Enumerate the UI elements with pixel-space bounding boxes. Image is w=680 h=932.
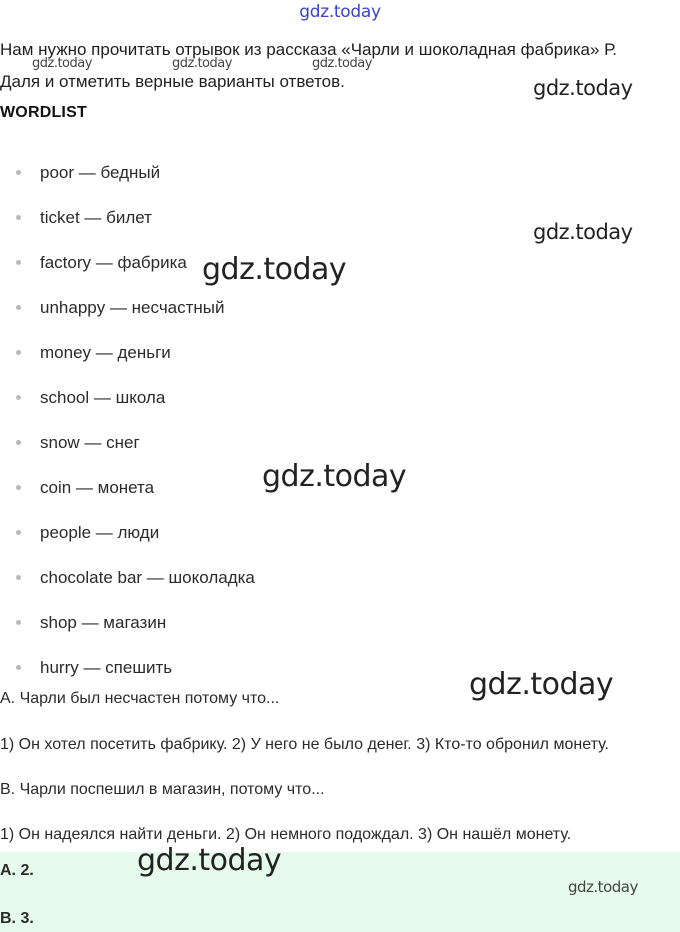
list-item-text: chocolate bar — шоколадка <box>40 567 255 587</box>
list-item-text: ticket — билет <box>40 207 152 227</box>
intro-line-1: Нам нужно прочитать отрывок из рассказа «Чарли и шоколадная фабрика» Р. <box>0 40 618 59</box>
list-item-text: snow — снег <box>40 432 140 452</box>
list-item <box>0 285 255 330</box>
list-item-text: factory — фабрика <box>40 252 187 272</box>
question-b: B. Чарли поспешил в магазин, потому что... <box>0 781 325 798</box>
wordlist-heading: WORDLIST <box>0 104 87 121</box>
watermark: gdz.today <box>172 56 232 71</box>
bullet-icon <box>16 620 21 625</box>
bullet-icon <box>16 665 21 670</box>
list-item-text: money — деньги <box>40 342 171 362</box>
bullet-icon <box>16 575 21 580</box>
list-item <box>0 195 255 240</box>
list-item <box>0 465 255 510</box>
list-item-text: hurry — спешить <box>40 657 173 677</box>
bullet-icon <box>16 530 21 535</box>
watermark: gdz.today <box>32 56 92 71</box>
bullet-icon <box>16 215 21 220</box>
watermark: gdz.today <box>469 667 614 702</box>
list-item-text: people — люди <box>40 522 160 542</box>
options-a: 1) Он хотел посетить фабрику. 2) У него не было денег. 3) Кто-то обронил монету. <box>0 736 609 753</box>
list-item-text: shop — магазин <box>40 612 167 632</box>
list-item <box>0 420 255 465</box>
answer-a: A. 2. <box>0 862 34 879</box>
watermark: gdz.today <box>533 76 633 100</box>
list-item-text: poor — бедный <box>40 162 161 182</box>
list-item-text: unhappy — несчастный <box>40 297 225 317</box>
list-item-text: school — школа <box>40 387 166 407</box>
bullet-icon <box>16 260 21 265</box>
answer-b: B. 3. <box>0 910 34 927</box>
watermark: gdz.today <box>137 843 282 878</box>
site-logo: gdz.today <box>299 2 381 22</box>
list-item <box>0 150 255 195</box>
list-item-text: coin — монета <box>40 477 155 497</box>
list-item <box>0 600 255 645</box>
watermark: gdz.today <box>533 220 633 244</box>
watermark: gdz.today <box>568 878 638 896</box>
watermark: gdz.today <box>262 459 407 494</box>
watermark: gdz.today <box>202 252 347 287</box>
list-item <box>0 645 255 690</box>
question-a: A. Чарли был несчастен потому что... <box>0 690 280 707</box>
bullet-icon <box>16 305 21 310</box>
watermark: gdz.today <box>312 56 372 71</box>
list-item <box>0 555 255 600</box>
list-item <box>0 375 255 420</box>
bullet-icon <box>16 170 21 175</box>
options-b: 1) Он надеялся найти деньги. 2) Он немного подождал. 3) Он нашёл монету. <box>0 826 572 843</box>
bullet-icon <box>16 395 21 400</box>
list-item <box>0 330 255 375</box>
wordlist <box>0 150 255 690</box>
intro-line-2: Даля и отметить верные варианты ответов. <box>0 72 345 91</box>
bullet-icon <box>16 350 21 355</box>
bullet-icon <box>16 440 21 445</box>
bullet-icon <box>16 485 21 490</box>
list-item <box>0 510 255 555</box>
